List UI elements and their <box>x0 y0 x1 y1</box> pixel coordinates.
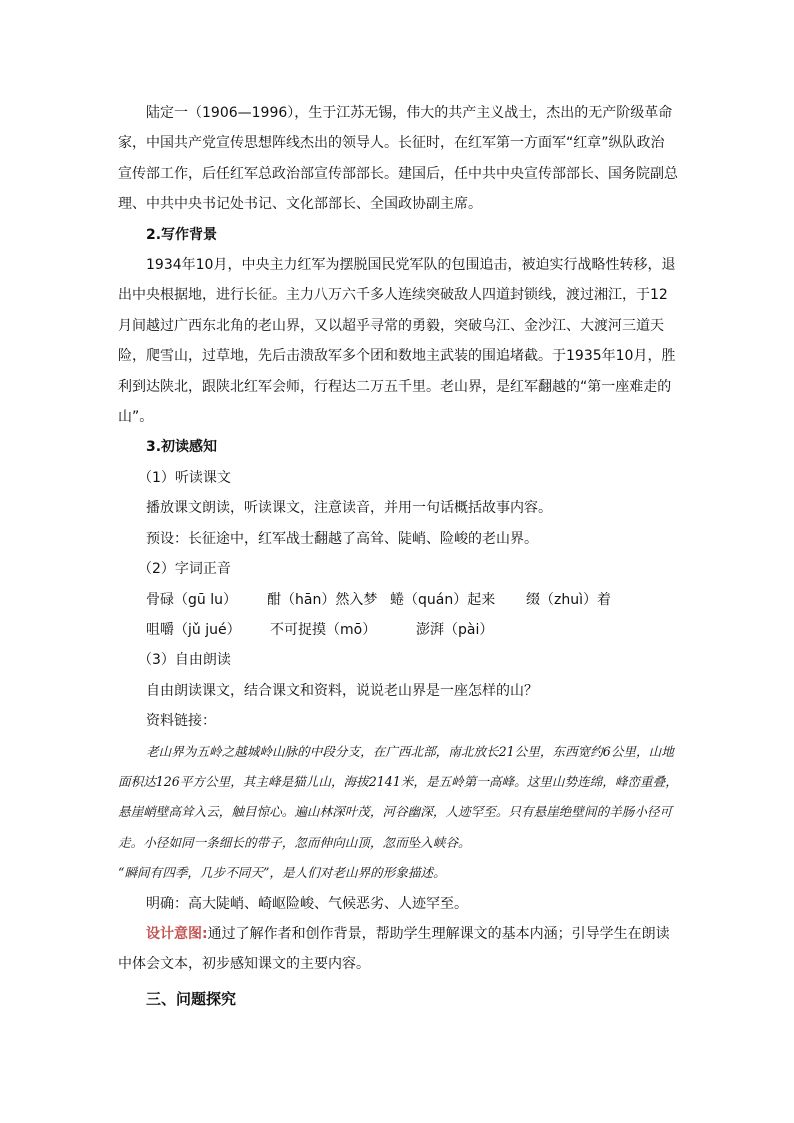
free-reading-text: 自由朗读课文，结合课文和资料，说说老山界是一座怎样的山？ <box>146 682 538 699</box>
listen-reading-text: 播放课文朗读，听读课文，注意读音，并用一句话概括故事内容。 <box>146 500 552 517</box>
word-item: 骨碌（gū lu） <box>146 591 237 608</box>
clarify-answer: 明确：高大陡峭、崎岖险峻、气候恶劣、人迹罕至。 <box>146 895 468 912</box>
word-item: 澎湃（pài） <box>416 621 494 638</box>
writing-background-paragraph: 1934年10月，中央主力红军为摆脱国民党军队的包围追击，被迫实行战略性转移，退出中央根据地，进行长征。主力八万六千多人连续突破敌人四道封锁线，渡过湘江，于12月间越过广西东北角的老山界，又以超乎寻常的勇毅，突破乌江、金沙江、大渡河三道天险，爬雪山，过草地，先后击溃敌军多个团和数地主武装的围追堵截。于1935年10月，胜利到达陕北，跟陕北红军会师，行程达二万五千里。老山界，是红军翻越的“第一座难走的山”。 <box>118 257 676 426</box>
word-item: 蜷（quán）起来 <box>390 591 496 608</box>
first-reading-heading: 3.初读感知 <box>146 439 218 456</box>
listen-reading-heading: （1）听读课文 <box>138 469 231 486</box>
pronunciation-row-2 <box>118 615 678 645</box>
design-intent-text: 通过了解作者和创作背景，帮助学生理解课文的基本内涵；引导学生在朗读中体会文本，初步感知课文的主要内容。 <box>118 925 670 973</box>
material-tail: “瞬间有四季，几步不同天”，是人们对老山界的形象描述。 <box>118 865 446 881</box>
pronunciation-row-1 <box>118 585 678 615</box>
material-paragraph: 老山界为五岭之越城岭山脉的中段分支，在广西北部，南北放长21公里，东西宽约6公里，山地面积达126平方公里，其主峰是猫儿山，海拔2141米，是五岭第一高峰。这里山势连绵，峰峦重叠，悬崖峭壁高耸入云，触目惊心。遍山林深叶茂，河谷幽深，人迹罕至。只有悬崖绝壁间的羊肠小径可走。小径如同一条细长的带子，忽而伸向山顶，忽而坠入峡谷。 <box>118 743 678 850</box>
word-item: 不可捉摸（mō） <box>270 621 377 638</box>
problem-exploration-heading: 三、问题探究 <box>146 989 237 1008</box>
word-item: 酣（hān）然入梦 <box>267 591 378 608</box>
author-bio-paragraph: 陆定一（1906—1996），生于江苏无锡，伟大的共产主义战士，杰出的无产阶级革命家，中国共产党宣传思想阵线杰出的领导人。长征时，在红军第一方面军“红章”纵队政治宣传部工作，后任红军总政治部宣传部部长。建国后，任中共中央宣传部部长、国务院副总理、中共中央书记处书记、文化部部长、全国政协副主席。 <box>118 105 678 213</box>
material-link-label: 资料链接： <box>146 713 216 730</box>
pronunciation-heading: （2）字词正音 <box>138 561 231 578</box>
design-intent-label: 设计意图: <box>146 925 208 942</box>
free-reading-heading: （3）自由朗读 <box>138 652 231 669</box>
writing-background-heading: 2.写作背景 <box>146 226 218 243</box>
word-item: 缀（zhuì）着 <box>526 591 611 608</box>
document-body <box>118 98 678 1014</box>
design-intent-paragraph <box>118 919 678 980</box>
word-item: 咀嚼（jǔ jué） <box>146 621 241 638</box>
preset-answer: 预设：长征途中，红军战士翻越了高耸、陡峭、险峻的老山界。 <box>146 530 538 547</box>
